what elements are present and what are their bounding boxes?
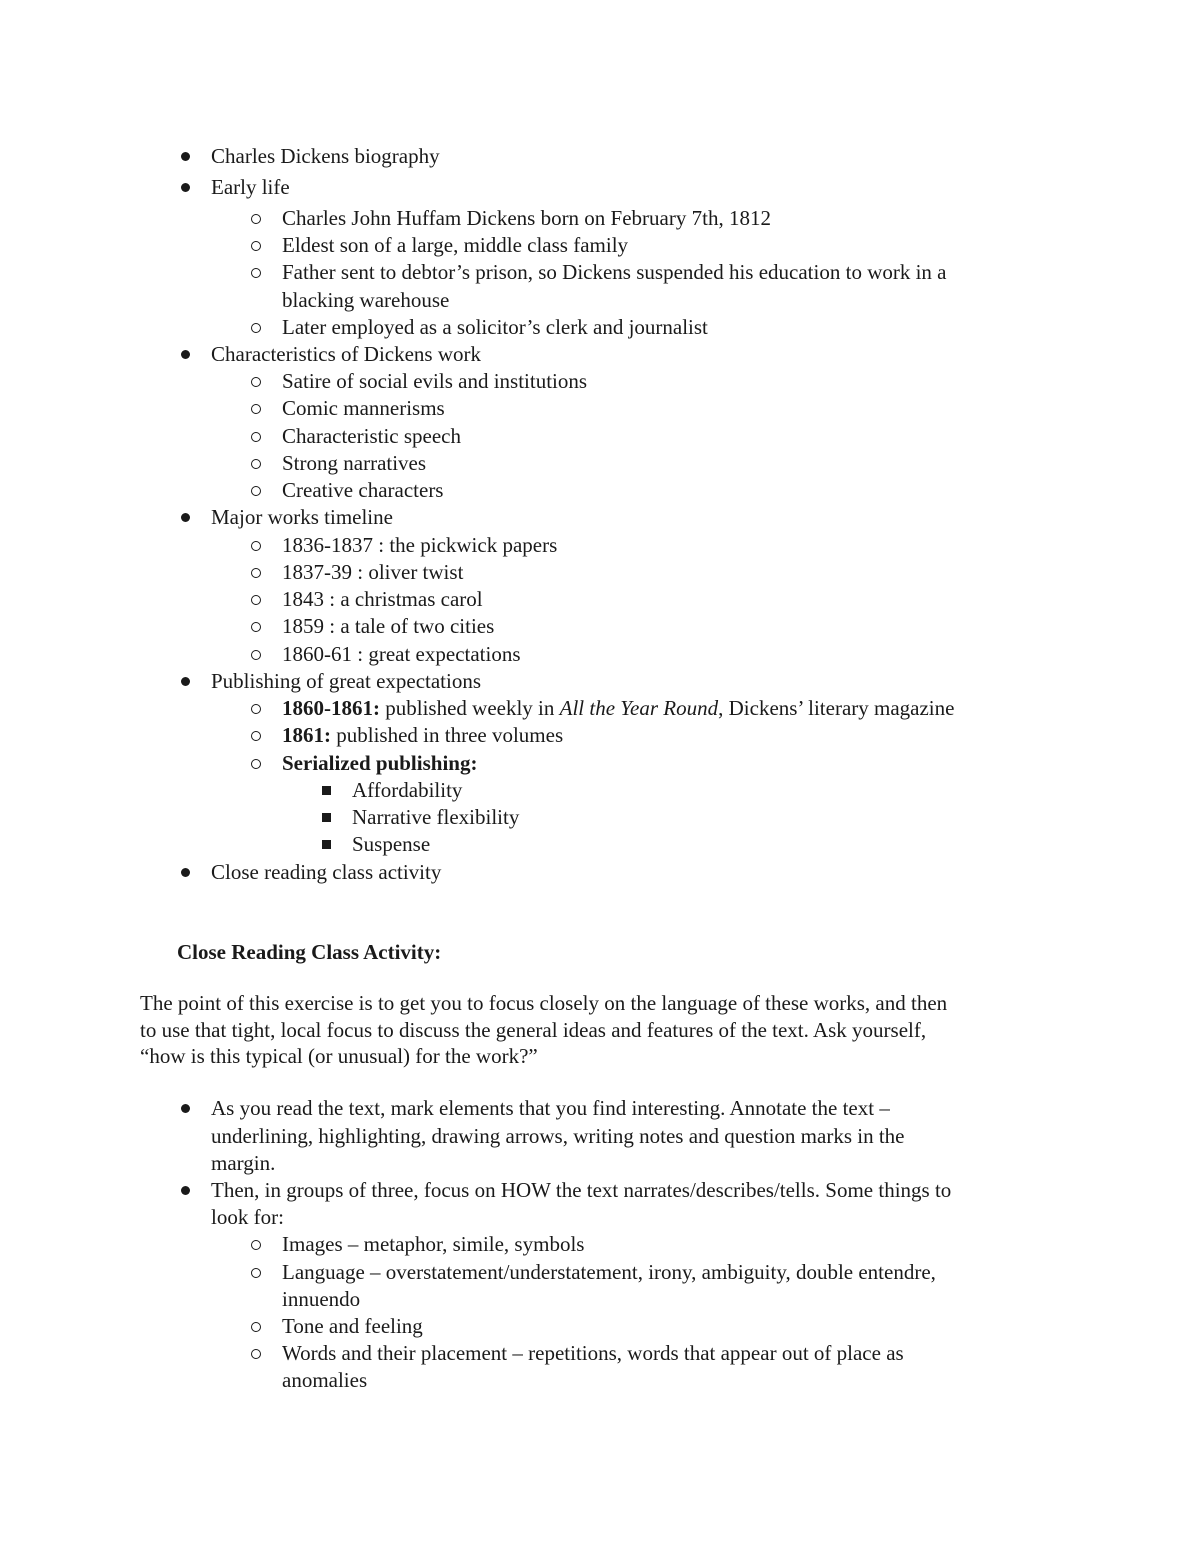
look-for-item: Words and their placement – repetitions, words that appear out of place as [282,1341,904,1365]
outline-item-timeline: Major works timeline [211,505,393,529]
circle-bullet [246,695,266,722]
early-life-item: Charles John Huffam Dickens born on February 7th, 1812 [282,206,771,230]
outline-item-biography: Charles Dickens biography [211,144,440,168]
circle-bullet [246,314,266,341]
serialized-item: Affordability [352,778,463,802]
activity-bullet-line: look for: [211,1205,284,1229]
circle-bullet [246,450,266,477]
publishing-item-volumes: 1861: published in three volumes [282,723,564,747]
publishing-item-serialized: Serialized publishing: [282,751,478,775]
serialized-item: Narrative flexibility [352,805,520,829]
circle-bullet [246,559,266,586]
circle-bullet [246,586,266,613]
intro-paragraph-line: The point of this exercise is to get you to focus closely on the language of these works, and then [140,991,948,1015]
characteristic-item: Comic mannerisms [282,396,445,420]
disc-bullet [175,1095,195,1122]
circle-bullet [246,477,266,504]
disc-bullet [175,174,195,201]
disc-bullet [175,668,195,695]
early-life-item: Eldest son of a large, middle class family [282,233,629,257]
look-for-item-continuation: anomalies [282,1368,368,1392]
activity-heading: Close Reading Class Activity: [177,940,442,964]
look-for-item: Images – metaphor, simile, symbols [282,1232,585,1256]
circle-bullet [246,1340,266,1367]
circle-bullet [246,641,266,668]
circle-bullet [246,1259,266,1286]
early-life-item: Father sent to debtor’s prison, so Dickens suspended his education to work in a [282,260,947,284]
disc-bullet [175,341,195,368]
circle-bullet [246,259,266,286]
outline-item-publishing: Publishing of great expectations [211,669,482,693]
look-for-item: Language – overstatement/understatement, irony, ambiguity, double entendre, [282,1260,936,1284]
disc-bullet [175,859,195,886]
intro-paragraph-line: to use that tight, local focus to discuss the general ideas and features of the text. Ask yourself, [140,1018,927,1042]
timeline-item: 1859 : a tale of two cities [282,614,495,638]
circle-bullet [246,232,266,259]
bold-date: 1861: [282,723,331,747]
circle-bullet [246,722,266,749]
circle-bullet [246,750,266,777]
square-bullet [316,777,336,804]
characteristic-item: Satire of social evils and institutions [282,369,588,393]
disc-bullet [175,143,195,170]
circle-bullet [246,205,266,232]
disc-bullet [175,504,195,531]
activity-bullet-line: Then, in groups of three, focus on HOW the text narrates/describes/tells. Some things to [211,1178,952,1202]
square-bullet [316,804,336,831]
characteristic-item: Strong narratives [282,451,427,475]
publishing-item-weekly: 1860-1861: published weekly in All the Year Round, Dickens’ literary magazine [282,696,955,720]
circle-bullet [246,1231,266,1258]
magazine-title: All the Year Round [559,696,719,720]
look-for-item-continuation: innuendo [282,1287,361,1311]
bold-date: 1860-1861: [282,696,380,720]
square-bullet [316,831,336,858]
circle-bullet [246,532,266,559]
outline-item-early-life: Early life [211,175,290,199]
intro-paragraph-line: “how is this typical (or unusual) for the work?” [140,1044,538,1068]
activity-bullet-line: margin. [211,1151,276,1175]
circle-bullet [246,423,266,450]
circle-bullet [246,368,266,395]
activity-bullet-line: As you read the text, mark elements that you find interesting. Annotate the text – [211,1096,890,1120]
serialized-item: Suspense [352,832,431,856]
early-life-item-continuation: blacking warehouse [282,288,450,312]
timeline-item: 1860-61 : great expectations [282,642,521,666]
timeline-item: 1843 : a christmas carol [282,587,483,611]
activity-bullet-line: underlining, highlighting, drawing arrows, writing notes and question marks in the [211,1124,905,1148]
circle-bullet [246,395,266,422]
circle-bullet [246,1313,266,1340]
characteristic-item: Characteristic speech [282,424,461,448]
outline-item-characteristics: Characteristics of Dickens work [211,342,481,366]
circle-bullet [246,613,266,640]
disc-bullet [175,1177,195,1204]
look-for-item: Tone and feeling [282,1314,423,1338]
characteristic-item: Creative characters [282,478,444,502]
outline-item-close-reading: Close reading class activity [211,860,442,884]
timeline-item: 1837-39 : oliver twist [282,560,464,584]
timeline-item: 1836-1837 : the pickwick papers [282,533,558,557]
early-life-item: Later employed as a solicitor’s clerk and journalist [282,315,708,339]
